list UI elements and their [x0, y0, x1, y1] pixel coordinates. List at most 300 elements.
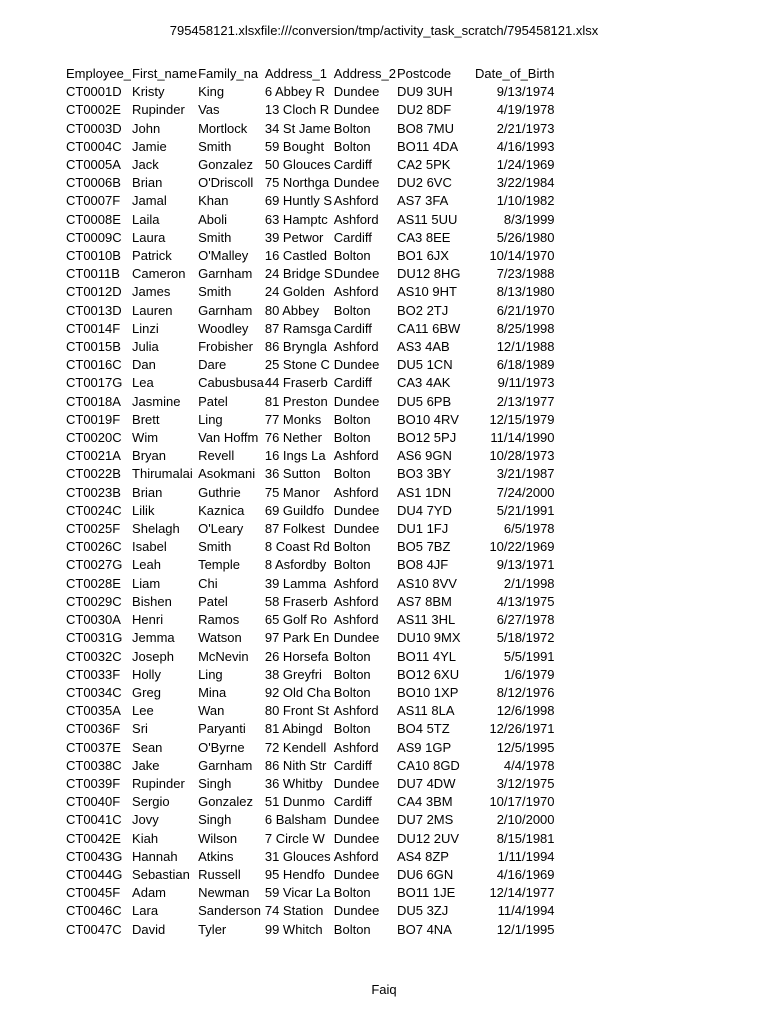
address-1-cell: 69 Huntly S — [264, 193, 333, 209]
address-1-cell: 86 Bryngla — [264, 339, 328, 355]
family-name-cell: Wan — [198, 703, 225, 719]
address-1-cell: 81 Preston — [264, 393, 328, 409]
table-row — [65, 101, 557, 119]
first-name-cell: David — [132, 921, 166, 937]
page-footer: Faiq — [371, 982, 397, 997]
first-name-cell: Joseph — [132, 648, 174, 664]
employee-table — [65, 65, 557, 939]
column-header-postcode: Postcode — [396, 66, 452, 81]
first-name-cell: Bishen — [132, 593, 172, 609]
date-of-birth-cell: 5/5/1991 — [503, 648, 555, 664]
address-2-cell: Ashford — [333, 284, 379, 300]
employee-id-cell: CT0028E — [66, 575, 121, 591]
address-1-cell: 16 Ings La — [264, 448, 326, 464]
first-name-cell: Shelagh — [132, 521, 180, 537]
address-2-cell: Ashford — [333, 211, 379, 227]
family-name-cell: O'Malley — [198, 248, 249, 264]
address-2-cell: Cardiff — [333, 229, 372, 245]
family-name-cell: Sanderson — [198, 903, 261, 919]
family-name-cell: Gonzalez — [198, 794, 253, 810]
address-1-cell: 34 St Jame — [264, 120, 331, 136]
date-of-birth-cell: 10/17/1970 — [489, 794, 555, 810]
date-of-birth-cell: 9/13/1971 — [496, 557, 555, 573]
first-name-cell: Leah — [132, 557, 161, 573]
postcode-cell: BO12 5PJ — [396, 430, 457, 446]
first-name-cell: Laura — [132, 229, 166, 245]
family-name-cell: Ling — [198, 666, 223, 682]
family-name-cell: Smith — [198, 284, 232, 300]
employee-id-cell: CT0023B — [66, 484, 121, 500]
date-of-birth-cell: 5/26/1980 — [496, 229, 555, 245]
postcode-cell: AS7 3FA — [396, 193, 449, 209]
table-row — [65, 629, 557, 647]
table-row — [65, 538, 557, 556]
first-name-cell: Laila — [132, 211, 160, 227]
table-row — [65, 247, 557, 265]
address-1-cell: 38 Greyfri — [264, 666, 322, 682]
first-name-cell: Isabel — [132, 539, 167, 555]
table-row — [65, 356, 557, 374]
date-of-birth-cell: 6/18/1989 — [496, 357, 555, 373]
table-row — [65, 902, 557, 920]
postcode-cell: CA3 4AK — [396, 375, 451, 391]
first-name-cell: Sean — [132, 739, 163, 755]
date-of-birth-cell: 2/13/1977 — [496, 393, 555, 409]
postcode-cell: AS1 1DN — [396, 484, 452, 500]
employee-id-cell: CT0030A — [66, 612, 121, 628]
date-of-birth-cell: 8/12/1976 — [496, 684, 555, 700]
family-name-cell: Temple — [198, 557, 240, 573]
postcode-cell: DU5 3ZJ — [396, 903, 449, 919]
postcode-cell: BO10 1XP — [396, 684, 459, 700]
postcode-cell: CA4 3BM — [396, 794, 453, 810]
employee-id-cell: CT0007F — [66, 193, 121, 209]
address-1-cell: 74 Station — [264, 903, 324, 919]
address-2-cell: Dundee — [333, 102, 380, 118]
table-row — [65, 921, 557, 939]
employee-id-cell: CT0029C — [66, 593, 122, 609]
first-name-cell: Jack — [132, 157, 159, 173]
address-2-cell: Bolton — [333, 248, 371, 264]
family-name-cell: Singh — [198, 812, 232, 828]
first-name-cell: Brian — [132, 484, 163, 500]
first-name-cell: Jake — [132, 757, 160, 773]
postcode-cell: BO11 4DA — [396, 138, 459, 154]
address-1-cell: 72 Kendell — [264, 739, 327, 755]
address-2-cell: Bolton — [333, 557, 371, 573]
column-header-employee-id: Employee_ — [66, 66, 132, 81]
postcode-cell: DU5 1CN — [396, 357, 453, 373]
first-name-cell: Dan — [132, 357, 156, 373]
table-row — [65, 648, 557, 666]
family-name-cell: Watson — [198, 630, 242, 646]
table-row — [65, 556, 557, 574]
employee-id-cell: CT0001D — [66, 84, 122, 100]
address-1-cell: 81 Abingd — [264, 721, 323, 737]
employee-id-cell: CT0046C — [66, 903, 122, 919]
employee-id-cell: CT0031G — [66, 630, 123, 646]
first-name-cell: Wim — [132, 430, 159, 446]
address-2-cell: Dundee — [333, 357, 380, 373]
employee-id-cell: CT0021A — [66, 448, 121, 464]
date-of-birth-cell: 9/11/1973 — [497, 375, 555, 391]
address-2-cell: Ashford — [333, 575, 379, 591]
employee-id-cell: CT0012D — [66, 284, 122, 300]
address-2-cell: Cardiff — [333, 157, 372, 173]
address-1-cell: 92 Old Cha — [264, 684, 331, 700]
address-2-cell: Dundee — [333, 266, 380, 282]
address-1-cell: 8 Coast Rd — [264, 539, 330, 555]
postcode-cell: CA2 5PK — [396, 157, 451, 173]
date-of-birth-cell: 12/1/1995 — [496, 921, 555, 937]
family-name-cell: Asokmani — [198, 466, 256, 482]
table-row — [65, 320, 557, 338]
employee-id-cell: CT0016C — [66, 357, 122, 373]
address-2-cell: Bolton — [333, 684, 371, 700]
family-name-cell: Revell — [198, 448, 235, 464]
postcode-cell: CA10 8GD — [396, 757, 460, 773]
family-name-cell: Garnham — [198, 266, 253, 282]
address-2-cell: Bolton — [333, 120, 371, 136]
table-row — [65, 593, 557, 611]
employee-id-cell: CT0032C — [66, 648, 122, 664]
address-1-cell: 26 Horsefa — [264, 648, 329, 664]
family-name-cell: Tyler — [198, 921, 227, 937]
first-name-cell: Henri — [132, 612, 164, 628]
address-2-cell: Cardiff — [333, 757, 372, 773]
date-of-birth-cell: 3/21/1987 — [496, 466, 555, 482]
first-name-cell: Lauren — [132, 302, 173, 318]
address-2-cell: Bolton — [333, 648, 371, 664]
table-row — [65, 684, 557, 702]
employee-id-cell: CT0020C — [66, 430, 122, 446]
family-name-cell: Cabusbusa — [198, 375, 264, 391]
date-of-birth-cell: 4/13/1975 — [496, 593, 555, 609]
first-name-cell: Jovy — [132, 812, 159, 828]
employee-id-cell: CT0044G — [66, 866, 123, 882]
family-name-cell: Mortlock — [198, 120, 248, 136]
table-row — [65, 302, 557, 320]
address-2-cell: Bolton — [333, 138, 371, 154]
address-1-cell: 39 Petwor — [264, 229, 324, 245]
date-of-birth-cell: 2/1/1998 — [503, 575, 555, 591]
employee-id-cell: CT0015B — [66, 339, 121, 355]
family-name-cell: Wilson — [198, 830, 238, 846]
employee-id-cell: CT0018A — [66, 393, 121, 409]
table-row — [65, 374, 557, 392]
family-name-cell: Frobisher — [198, 339, 253, 355]
address-2-cell: Bolton — [333, 921, 371, 937]
first-name-cell: Sri — [132, 721, 148, 737]
table-row — [65, 174, 557, 192]
address-1-cell: 77 Monks — [264, 411, 322, 427]
address-1-cell: 36 Whitby — [264, 775, 323, 791]
family-name-cell: Smith — [198, 539, 232, 555]
family-name-cell: Mina — [198, 684, 227, 700]
address-2-cell: Dundee — [333, 812, 380, 828]
date-of-birth-cell: 12/15/1979 — [489, 411, 555, 427]
employee-id-cell: CT0027G — [66, 557, 123, 573]
date-of-birth-cell: 10/22/1969 — [489, 539, 555, 555]
table-row — [65, 393, 557, 411]
postcode-cell: DU10 9MX — [396, 630, 461, 646]
employee-id-cell: CT0036F — [66, 721, 121, 737]
table-row — [65, 120, 557, 138]
address-1-cell: 97 Park En — [264, 630, 330, 646]
employee-id-cell: CT0006B — [66, 175, 121, 191]
first-name-cell: Kristy — [132, 84, 165, 100]
date-of-birth-cell: 8/25/1998 — [496, 320, 555, 336]
date-of-birth-cell: 2/21/1973 — [496, 120, 555, 136]
family-name-cell: Patel — [198, 393, 228, 409]
family-name-cell: O'Driscoll — [198, 175, 254, 191]
address-2-cell: Ashford — [333, 484, 379, 500]
address-1-cell: 36 Sutton — [264, 466, 321, 482]
address-1-cell: 99 Whitch — [264, 921, 323, 937]
address-2-cell: Dundee — [333, 521, 380, 537]
first-name-cell: Kiah — [132, 830, 159, 846]
address-1-cell: 51 Dunmo — [264, 794, 325, 810]
date-of-birth-cell: 8/13/1980 — [496, 284, 555, 300]
address-2-cell: Dundee — [333, 866, 380, 882]
table-row — [65, 138, 557, 156]
address-1-cell: 16 Castled — [264, 248, 328, 264]
employee-id-cell: CT0039F — [66, 775, 121, 791]
employee-id-cell: CT0042E — [66, 830, 121, 846]
date-of-birth-cell: 1/10/1982 — [496, 193, 555, 209]
address-1-cell: 87 Ramsga — [264, 320, 332, 336]
table-row — [65, 229, 557, 247]
family-name-cell: Singh — [198, 775, 232, 791]
address-1-cell: 24 Golden — [264, 284, 325, 300]
table-row — [65, 739, 557, 757]
first-name-cell: Jamie — [132, 138, 167, 154]
postcode-cell: DU5 6PB — [396, 393, 452, 409]
address-2-cell: Bolton — [333, 302, 371, 318]
table-row — [65, 811, 557, 829]
postcode-cell: BO10 4RV — [396, 411, 459, 427]
postcode-cell: DU1 1FJ — [396, 521, 449, 537]
family-name-cell: Patel — [198, 593, 228, 609]
date-of-birth-cell: 6/21/1970 — [496, 302, 555, 318]
address-1-cell: 75 Northga — [264, 175, 330, 191]
employee-id-cell: CT0004C — [66, 138, 122, 154]
date-of-birth-cell: 4/19/1978 — [496, 102, 555, 118]
table-row — [65, 211, 557, 229]
employee-id-cell: CT0033F — [66, 666, 121, 682]
date-of-birth-cell: 5/18/1972 — [496, 630, 555, 646]
employee-id-cell: CT0002E — [66, 102, 121, 118]
first-name-cell: Greg — [132, 684, 161, 700]
address-2-cell: Dundee — [333, 393, 380, 409]
postcode-cell: BO7 4NA — [396, 921, 452, 937]
employee-id-cell: CT0045F — [66, 885, 121, 901]
table-row — [65, 830, 557, 848]
address-2-cell: Dundee — [333, 903, 380, 919]
address-2-cell: Bolton — [333, 885, 371, 901]
postcode-cell: AS11 8LA — [396, 703, 455, 719]
family-name-cell: Smith — [198, 138, 232, 154]
family-name-cell: King — [198, 84, 225, 100]
family-name-cell: Newman — [198, 885, 250, 901]
date-of-birth-cell: 12/14/1977 — [489, 885, 555, 901]
postcode-cell: BO5 7BZ — [396, 539, 451, 555]
postcode-cell: DU4 7YD — [396, 502, 452, 518]
address-1-cell: 80 Front St — [264, 703, 330, 719]
first-name-cell: Bryan — [132, 448, 167, 464]
first-name-cell: Sergio — [132, 794, 170, 810]
address-1-cell: 69 Guildfo — [264, 502, 325, 518]
first-name-cell: Julia — [132, 339, 159, 355]
address-2-cell: Ashford — [333, 703, 379, 719]
family-name-cell: Paryanti — [198, 721, 246, 737]
postcode-cell: AS3 4AB — [396, 339, 450, 355]
employee-id-cell: CT0024C — [66, 502, 122, 518]
date-of-birth-cell: 9/13/1974 — [496, 84, 555, 100]
table-row — [65, 666, 557, 684]
postcode-cell: BO8 7MU — [396, 120, 455, 136]
address-1-cell: 87 Folkest — [264, 521, 325, 537]
first-name-cell: Liam — [132, 575, 161, 591]
date-of-birth-cell: 12/1/1988 — [496, 339, 555, 355]
employee-id-cell: CT0010B — [66, 248, 121, 264]
postcode-cell: AS9 1GP — [396, 739, 452, 755]
family-name-cell: McNevin — [198, 648, 249, 664]
first-name-cell: Lilik — [132, 502, 155, 518]
address-2-cell: Ashford — [333, 593, 379, 609]
column-header-family-name: Family_na — [198, 66, 259, 81]
date-of-birth-cell: 1/11/1994 — [497, 848, 555, 864]
date-of-birth-cell: 10/28/1973 — [489, 448, 555, 464]
table-row — [65, 520, 557, 538]
date-of-birth-cell: 5/21/1991 — [496, 502, 555, 518]
header-row — [65, 65, 557, 83]
postcode-cell: BO4 5TZ — [396, 721, 450, 737]
first-name-cell: Jamal — [132, 193, 167, 209]
address-2-cell: Ashford — [333, 193, 379, 209]
first-name-cell: Linzi — [132, 320, 159, 336]
table-row — [65, 447, 557, 465]
postcode-cell: BO1 6JX — [396, 248, 449, 264]
address-1-cell: 25 Stone C — [264, 357, 330, 373]
postcode-cell: BO12 6XU — [396, 666, 460, 682]
date-of-birth-cell: 4/4/1978 — [503, 757, 555, 773]
family-name-cell: Ling — [198, 411, 223, 427]
family-name-cell: Guthrie — [198, 484, 241, 500]
table-row — [65, 338, 557, 356]
date-of-birth-cell: 1/24/1969 — [496, 157, 555, 173]
table-row — [65, 265, 557, 283]
family-name-cell: Aboli — [198, 211, 227, 227]
employee-id-cell: CT0040F — [66, 794, 121, 810]
date-of-birth-cell: 6/5/1978 — [503, 521, 555, 537]
postcode-cell: AS10 9HT — [396, 284, 457, 300]
date-of-birth-cell: 12/6/1998 — [496, 703, 555, 719]
address-1-cell: 6 Abbey R — [264, 84, 325, 100]
employee-id-cell: CT0043G — [66, 848, 123, 864]
address-1-cell: 86 Nith Str — [264, 757, 327, 773]
table-row — [65, 484, 557, 502]
first-name-cell: Brian — [132, 175, 163, 191]
first-name-cell: Lea — [132, 375, 154, 391]
address-2-cell: Ashford — [333, 739, 379, 755]
table-row — [65, 502, 557, 520]
address-2-cell: Bolton — [333, 666, 371, 682]
table-row — [65, 793, 557, 811]
date-of-birth-cell: 1/6/1979 — [503, 666, 555, 682]
address-2-cell: Dundee — [333, 630, 380, 646]
family-name-cell: O'Byrne — [198, 739, 245, 755]
postcode-cell: BO11 1JE — [396, 885, 456, 901]
employee-id-cell: CT0003D — [66, 120, 122, 136]
column-header-first-name: First_name — [132, 66, 198, 81]
employee-id-cell: CT0035A — [66, 703, 121, 719]
postcode-cell: DU7 4DW — [396, 775, 456, 791]
date-of-birth-cell: 7/24/2000 — [496, 484, 555, 500]
family-name-cell: Ramos — [198, 612, 240, 628]
address-2-cell: Cardiff — [333, 794, 372, 810]
postcode-cell: DU2 6VC — [396, 175, 452, 191]
family-name-cell: Dare — [198, 357, 227, 373]
postcode-cell: CA11 6BW — [396, 320, 461, 336]
family-name-cell: Chi — [198, 575, 218, 591]
address-1-cell: 7 Circle W — [264, 830, 325, 846]
family-name-cell: Garnham — [198, 302, 253, 318]
address-2-cell: Cardiff — [333, 320, 372, 336]
address-2-cell: Bolton — [333, 539, 371, 555]
postcode-cell: BO3 3BY — [396, 466, 452, 482]
address-2-cell: Ashford — [333, 339, 379, 355]
employee-id-cell: CT0009C — [66, 229, 122, 245]
date-of-birth-cell: 4/16/1969 — [496, 866, 555, 882]
address-2-cell: Bolton — [333, 411, 371, 427]
address-1-cell: 44 Fraserb — [264, 375, 328, 391]
employee-id-cell: CT0038C — [66, 757, 122, 773]
employee-id-cell: CT0026C — [66, 539, 122, 555]
address-1-cell: 75 Manor — [264, 484, 320, 500]
family-name-cell: Russell — [198, 866, 241, 882]
date-of-birth-cell: 8/3/1999 — [503, 211, 555, 227]
first-name-cell: Lee — [132, 703, 154, 719]
family-name-cell: Garnham — [198, 757, 253, 773]
first-name-cell: Jemma — [132, 630, 175, 646]
address-1-cell: 8 Asfordby — [264, 557, 327, 573]
address-1-cell: 31 Glouces — [264, 848, 331, 864]
table-row — [65, 575, 557, 593]
first-name-cell: Holly — [132, 666, 161, 682]
address-1-cell: 76 Nether — [264, 430, 322, 446]
postcode-cell: DU12 8HG — [396, 266, 461, 282]
table-row — [65, 156, 557, 174]
address-2-cell: Dundee — [333, 775, 380, 791]
address-1-cell: 58 Fraserb — [264, 593, 328, 609]
date-of-birth-cell: 6/27/1978 — [496, 612, 555, 628]
column-header-address-2: Address_2 — [333, 66, 396, 81]
address-2-cell: Bolton — [333, 466, 371, 482]
postcode-cell: AS11 3HL — [396, 612, 456, 628]
employee-id-cell: CT0017G — [66, 375, 123, 391]
first-name-cell: Rupinder — [132, 102, 185, 118]
first-name-cell: Rupinder — [132, 775, 185, 791]
first-name-cell: Adam — [132, 885, 167, 901]
first-name-cell: James — [132, 284, 171, 300]
date-of-birth-cell: 8/15/1981 — [496, 830, 555, 846]
address-1-cell: 24 Bridge S — [264, 266, 333, 282]
employee-id-cell: CT0041C — [66, 812, 122, 828]
address-2-cell: Cardiff — [333, 375, 372, 391]
employee-id-cell: CT0014F — [66, 320, 121, 336]
address-2-cell: Dundee — [333, 175, 380, 191]
